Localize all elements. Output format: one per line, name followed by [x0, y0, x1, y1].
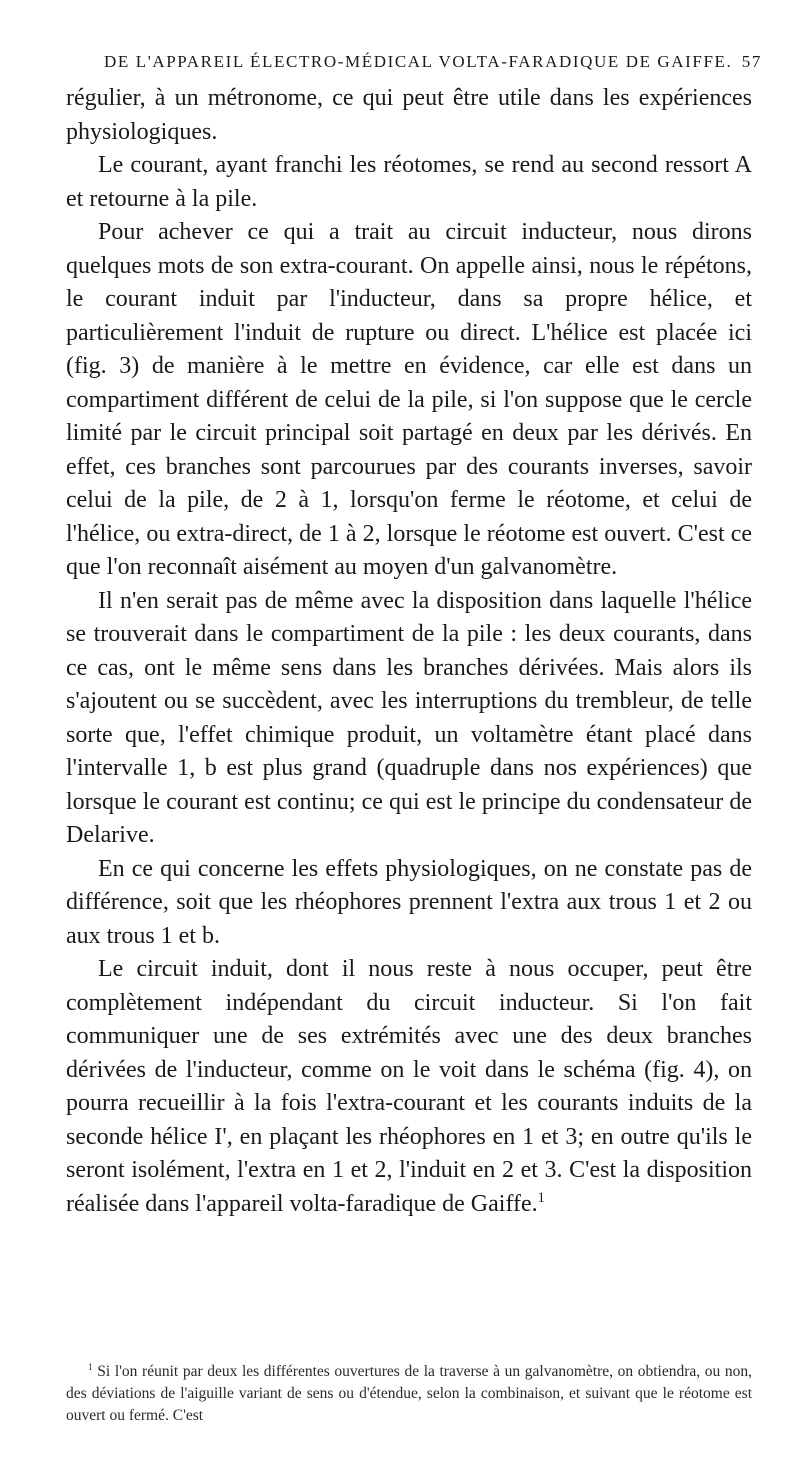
running-title: DE L'APPAREIL ÉLECTRO-MÉDICAL VOLTA-FARADIQUE DE GAIFFE.	[104, 52, 733, 71]
paragraph-extra-current: Pour achever ce qui a trait au circuit inducteur, nous dirons quelques mots de son extra-courant. On appelle ainsi, nous le répétons, le courant induit par l'inducteur, dans sa propre hélice, et particulièrement l'induit de rupture ou direct. L'hélice est placée ici (fig. 3) de manière à le mettre en évidence, car elle est dans un compartiment différent de celui de la pile, si l'on suppose que le cercle limité par le circuit principal soit partagé en deux par les dérivés. En effet, ces branches sont parcourues par des courants inverses, savoir celui de la pile, de 2 à 1, lorsqu'on ferme le réotome, et celui de l'hélice, ou extra-direct, de 1 à 2, lorsque le réotome est ouvert. C'est ce que l'on reconnaît aisément au moyen d'un galvanomètre.	[66, 219, 752, 580]
paragraph-current-return: Le courant, ayant franchi les réotomes, se rend au second ressort A et retourne à la pile.	[66, 152, 752, 212]
footnote-reference: 1	[537, 1189, 545, 1206]
paragraph-continued: régulier, à un métronome, ce qui peut être utile dans les expériences physiologiques.	[66, 85, 752, 145]
footnote-marker: 1	[88, 1362, 93, 1373]
paragraph-physiological-effects: En ce qui concerne les effets physiologiques, on ne constate pas de différence, soit que les rhéophores prennent l'extra aux trous 1 et 2 ou aux trous 1 et b.	[66, 855, 752, 949]
body-text	[66, 82, 752, 1221]
running-header	[104, 52, 762, 80]
paragraph-pile-compartment: Il n'en serait pas de même avec la disposition dans laquelle l'hélice se trouverait dans le compartiment de la pile : les deux courants, dans ce cas, ont le même sens dans les branches dérivées. Mais alors ils s'ajoutent ou se succèdent, avec les interruptions du trembleur, de telle sorte que, l'effet chimique produit, un voltamètre étant placé dans l'intervalle 1, b est plus grand (quadruple dans nos expériences) que lorsque le courant est continu; ce qui est le principe du condensateur de Delarive.	[66, 587, 752, 848]
paragraph-induced-circuit	[66, 953, 752, 1221]
footnote-text: Si l'on réunit par deux les différentes ouvertures de la traverse à un galvanomètre, on obtiendra, ou non, des déviations de l'aiguille variant de sens ou d'étendue, selon la combinaison, et suivant que le réotome est ouvert ou fermé. C'est	[66, 1363, 753, 1424]
page-number: 57	[741, 52, 762, 71]
footnote	[66, 1361, 752, 1427]
paragraph-induced-circuit-text: Le circuit induit, dont il nous reste à nous occuper, peut être complètement indépendant du circuit inducteur. Si l'on fait communiquer une de ses extrémités avec une des deux branches dérivées de l'inducteur, comme on le voit dans le schéma (fig. 4), on pourra recueillir à la fois l'extra-courant et les courants induits de la seconde hélice I', en plaçant les rhéophores en 1 et 3; en outre qu'ils le seront isolément, l'extra en 1 et 2, l'induit en 2 et 3. C'est la disposition réalisée dans l'appareil volta-faradique de Gaiffe.	[66, 956, 752, 1217]
